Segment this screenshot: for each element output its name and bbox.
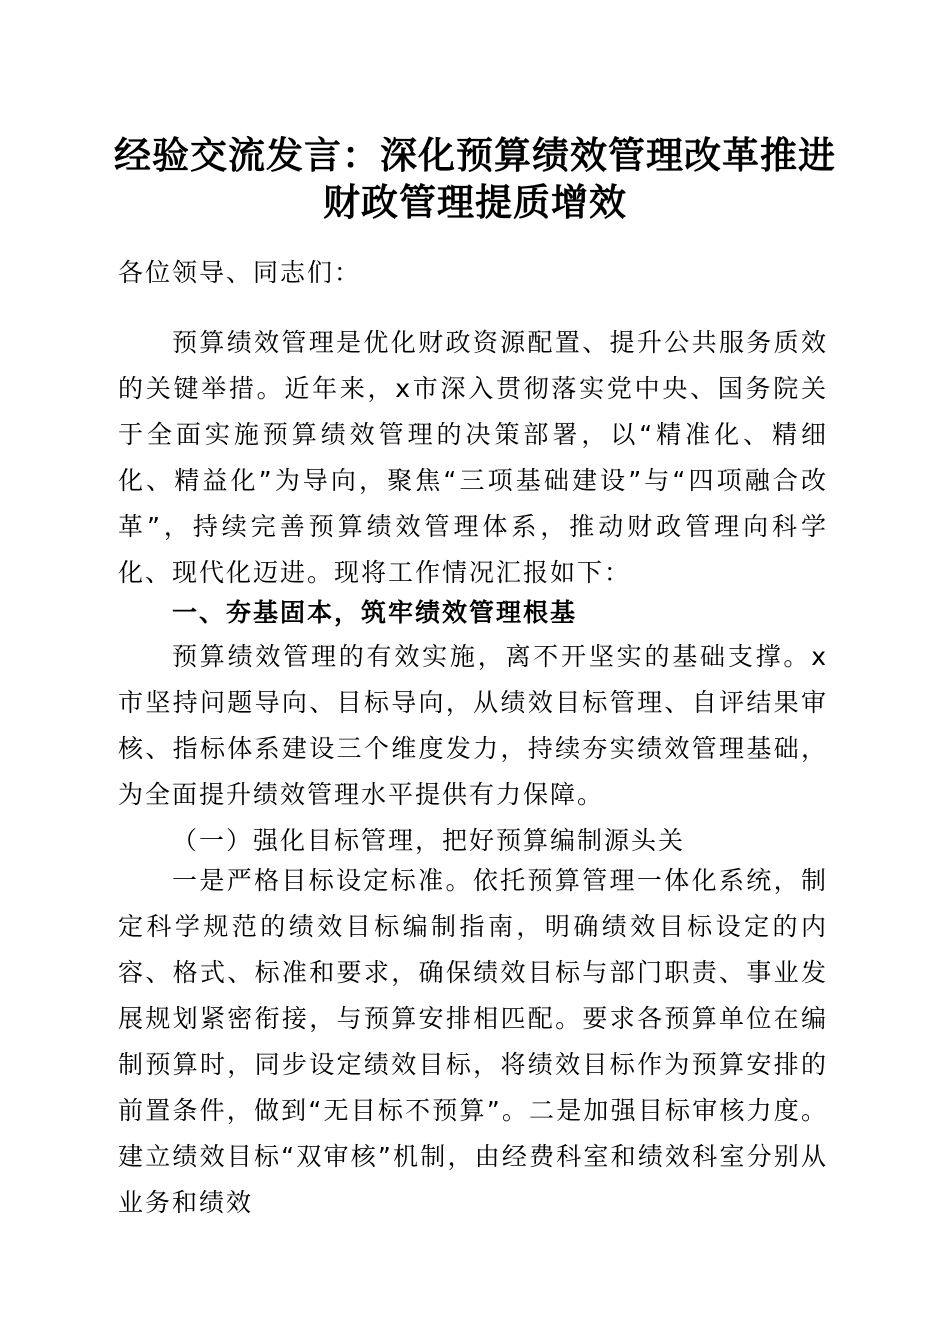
section-1-paragraph: 预算绩效管理的有效实施，离不开坚实的基础支撑。x市坚持问题导向、目标导向，从绩效目标管理、自评结果审核、指标体系建设三个维度发力，持续夯实绩效管理基础，为全面提升绩效管理水平提供有力保障。 <box>118 642 828 809</box>
subsection-heading-1: （一）强化目标管理，把好预算编制源头关 <box>172 826 686 855</box>
subsection-1-paragraph: 一是严格目标设定标准。依托预算管理一体化系统，制定科学规范的绩效目标编制指南，明确绩效目标设定的内容、格式、标准和要求，确保绩效目标与部门职责、事业发展规划紧密衔接，与预算安排相匹配。要求各预算单位在编制预算时，同步设定绩效目标，将绩效目标作为预算安排的前置条件，做到“无目标不预算”。二是加强目标审核力度。建立绩效目标“双审核”机制，由经费科室和绩效科室分别从业务和绩效 <box>118 866 828 1217</box>
salutation: 各位领导、同志们： <box>118 258 362 287</box>
document-title: 经验交流发言：深化预算绩效管理改革推进财政管理提质增效 <box>114 133 836 224</box>
section-heading-1: 一、夯基固本，筑牢绩效管理根基 <box>172 598 578 627</box>
intro-paragraph: 预算绩效管理是优化财政资源配置、提升公共服务质效的关键举措。近年来，x市深入贯彻落实党中央、国务院关于全面实施预算绩效管理的决策部署，以“精准化、精细化、精益化”为导向，聚焦“三项基础建设”与“四项融合改革”，持续完善预算绩效管理体系，推动财政管理向科学化、现代化迈进。现将工作情况汇报如下： <box>118 328 828 587</box>
